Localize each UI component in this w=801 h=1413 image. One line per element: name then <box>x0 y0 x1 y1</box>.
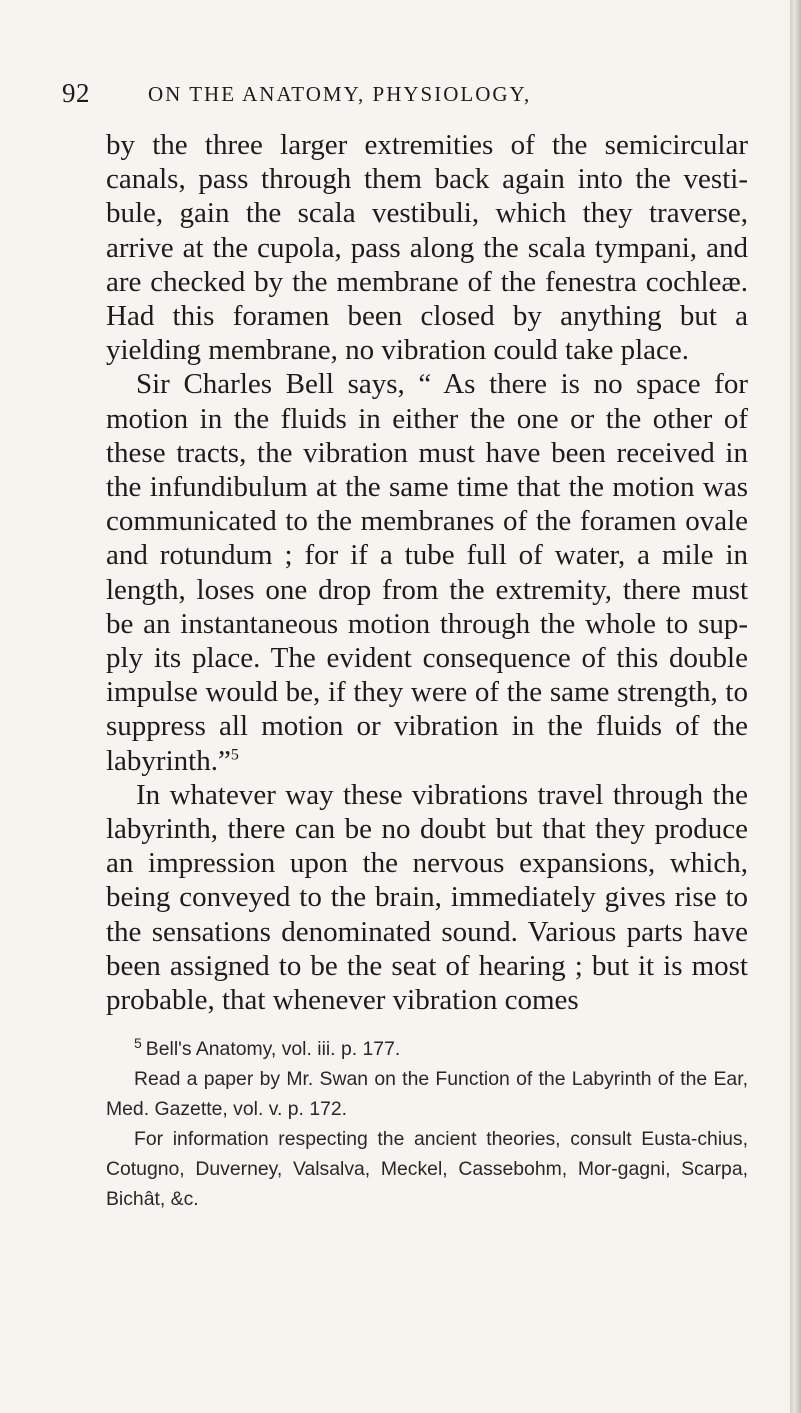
page-number: 92 <box>62 78 90 108</box>
paragraph-2-text: Sir Charles Bell says, “ As there is no space for motion in the fluids in either the one or the other of these tracts, the vibration must have been received in the infundibulum at the same time that the motion was communicated to the membranes of the foramen ovale and rotundum ; for if a tube full of water, a mile in length, loses one drop from the extremity, there must be an instantaneous motion through the whole to sup-ply its place. The evident consequence of this double impulse would be, if they were of the same strength, to suppress all motion or vibration in the fluids of the labyrinth.” <box>106 368 748 777</box>
footnote-3: For information respecting the ancient theories, consult Eusta-chius, Cotugno, Duverney, Valsalva, Meckel, Cassebohm, Mor-gagni, Scarpa, Bichât, &c. <box>106 1128 748 1210</box>
running-title: ON THE ANATOMY, PHYSIOLOGY, <box>148 82 532 106</box>
page-edge <box>790 0 801 1413</box>
footnote-1-mark: 5 <box>134 1034 142 1051</box>
footnotes <box>106 1034 748 1214</box>
paragraph-2 <box>106 367 748 777</box>
footnote-2: Read a paper by Mr. Swan on the Function of the Labyrinth of the Ear, Med. Gazette, vol. v. p. 172. <box>106 1068 748 1120</box>
paragraph-1: by the three larger extremities of the semicircular canals, pass through them back again into the vesti-bule, gain the scala vestibuli, which they traverse, arrive at the cupola, pass along the scala tympani, and are checked by the membrane of the fenestra cochleæ. Had this foramen been closed by anything but a yielding membrane, no vibration could take place. <box>106 129 748 367</box>
footnote-1 <box>106 1034 748 1064</box>
running-head <box>0 78 779 114</box>
body-text <box>106 128 748 1017</box>
paragraph-3: In whatever way these vibrations travel through the labyrinth, there can be no doubt but that they produce an impression upon the nervous expansions, which, being conveyed to the brain, immediately gives rise to the sensations denominated sound. Various parts have been assigned to be the seat of hearing ; but it is most probable, that whenever vibration comes <box>106 778 748 1017</box>
footnote-1-text: Bell's Anatomy, vol. iii. p. 177. <box>145 1038 401 1060</box>
footnote-reference: 5 <box>230 746 239 763</box>
